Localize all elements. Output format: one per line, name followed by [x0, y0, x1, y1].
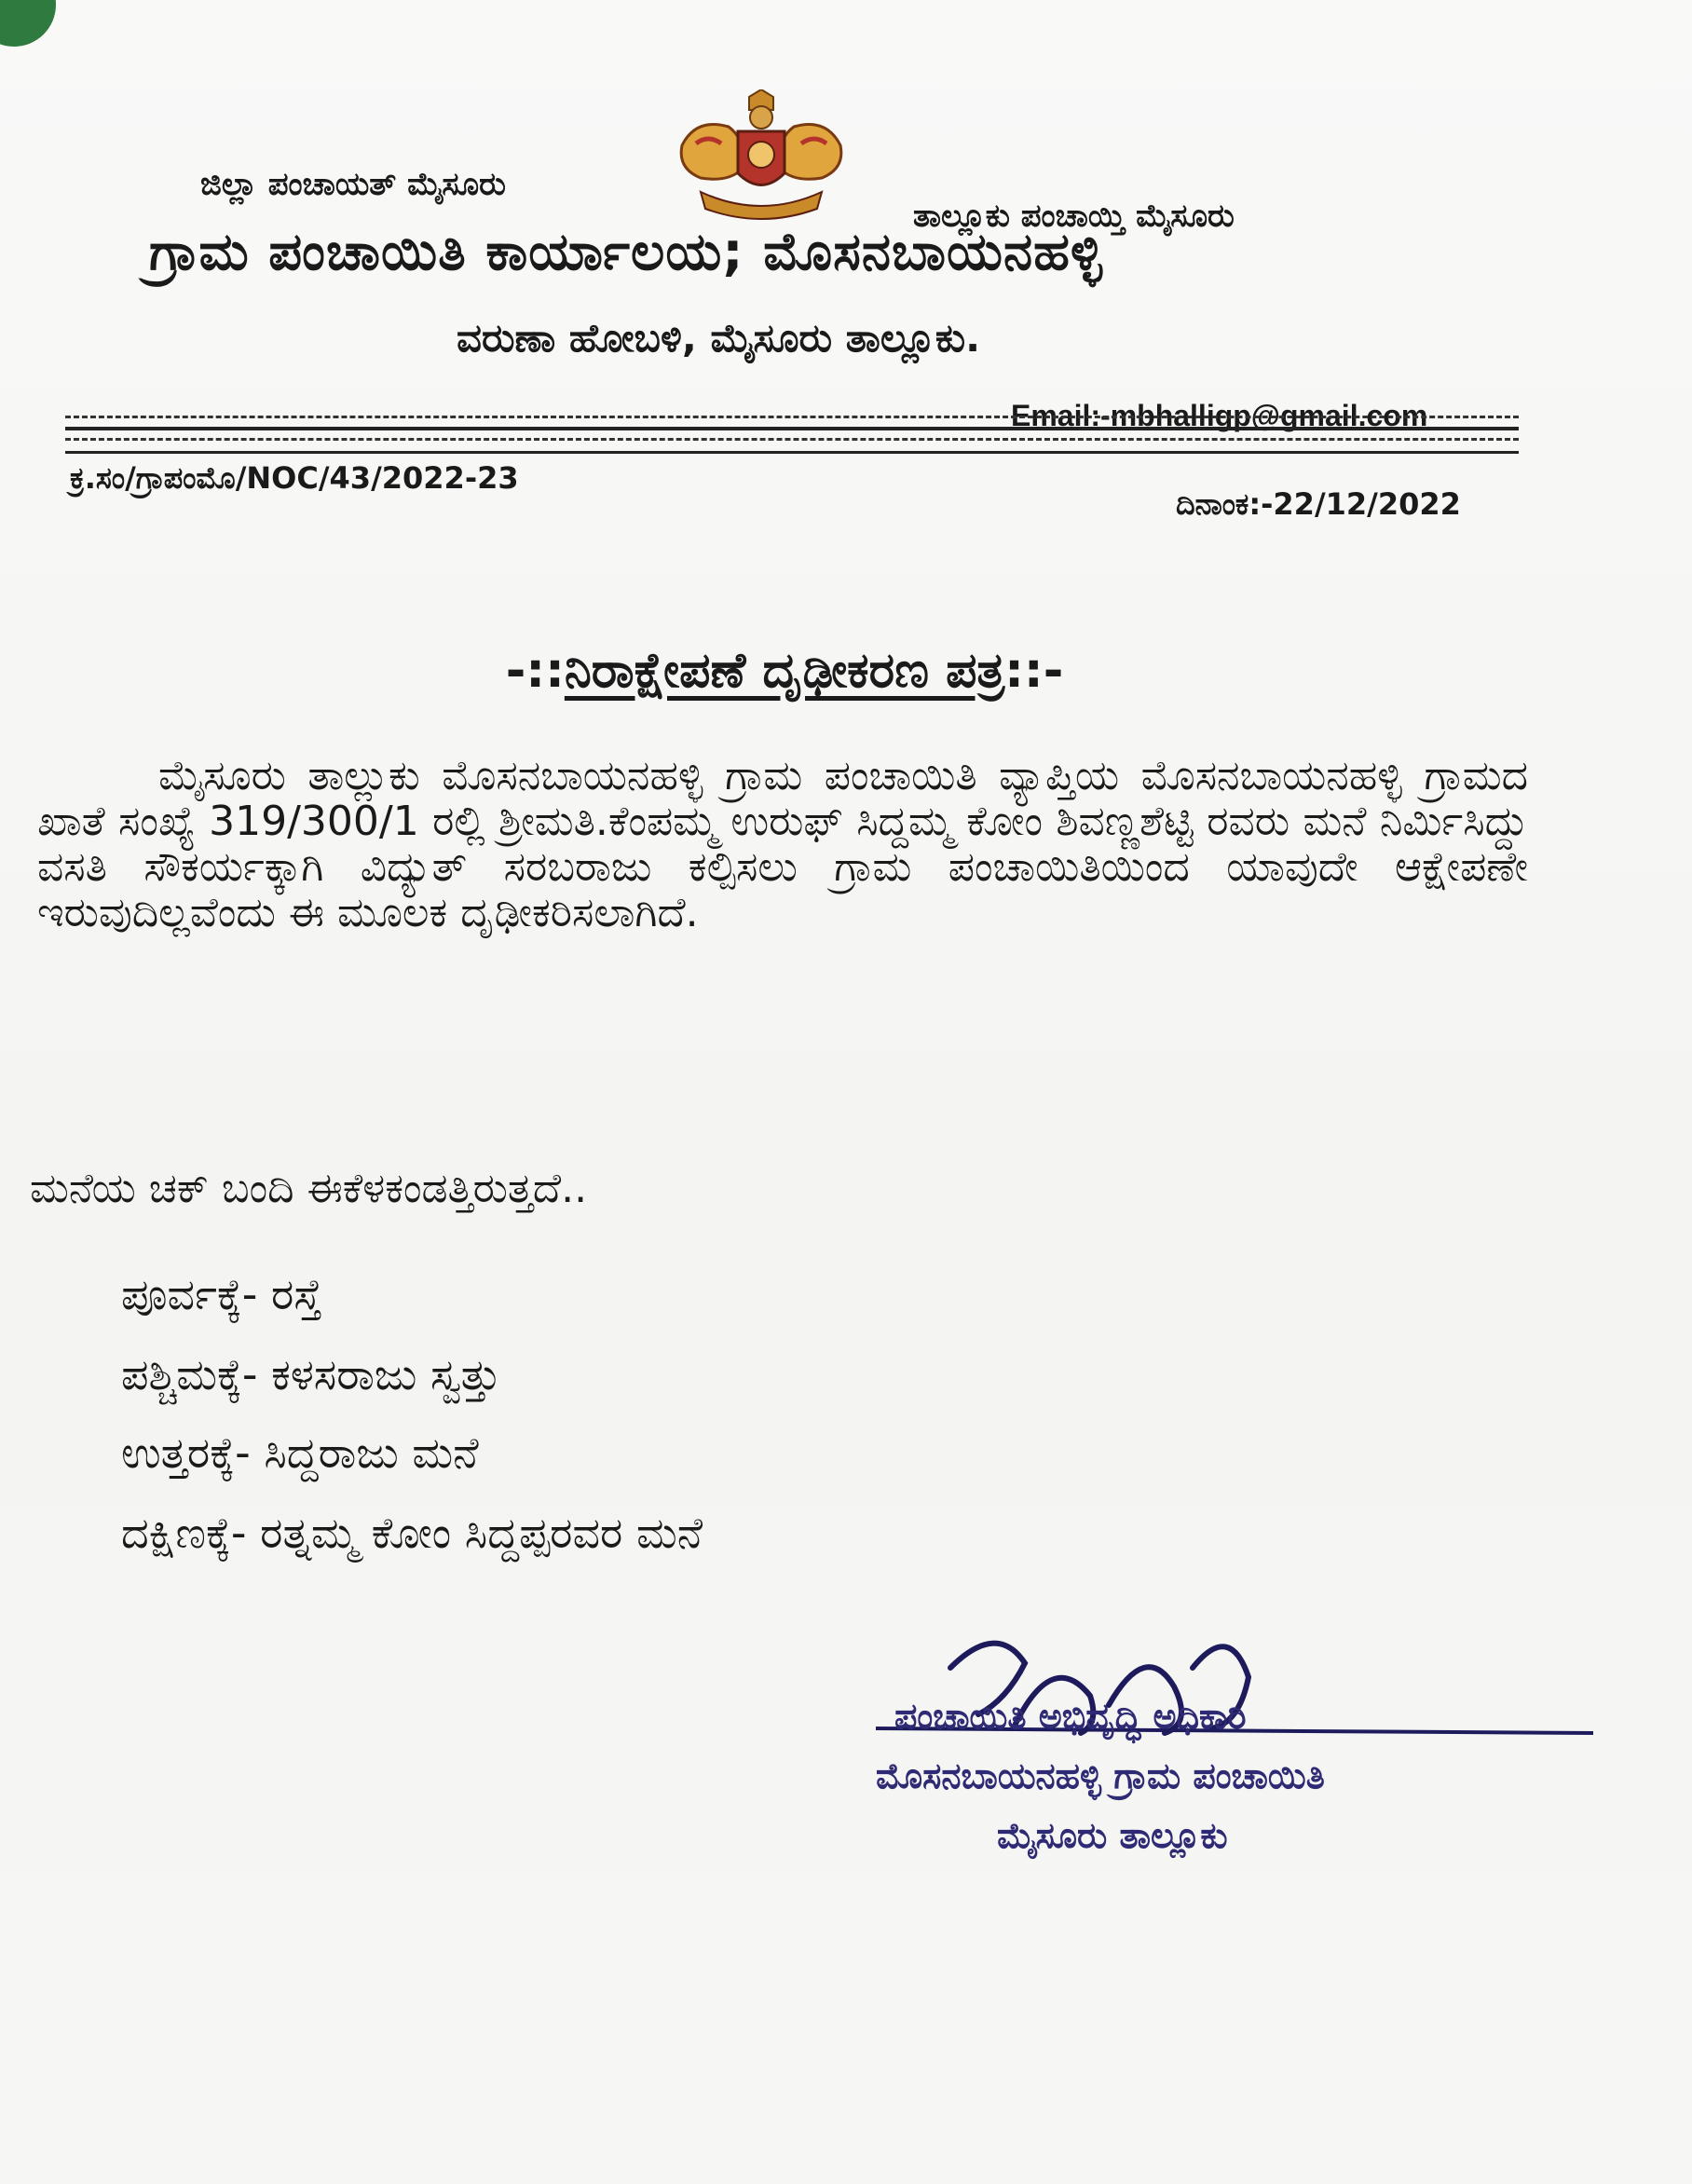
boundary-west: ಪಶ್ಚಿಮಕ್ಕೆ- ಕಳಸರಾಜು ಸ್ವತ್ತು [121, 1349, 501, 1399]
title-prefix: -:: [505, 643, 565, 699]
boundary-south: ದಕ್ಷಿಣಕ್ಕೆ- ರತ್ನಮ್ಮ ಕೋಂ ಸಿದ್ದಪ್ಪರವರ ಮನೆ [121, 1508, 703, 1558]
document-date: ದಿನಾಂಕ:-22/12/2022 [1176, 486, 1461, 522]
corner-mark [0, 0, 56, 47]
boundary-north: ಉತ್ತರಕ್ಕೆ- ಸಿದ್ದರಾಜು ಮನೆ [121, 1427, 479, 1478]
taluk-panchayat-label: ತಾಲ್ಲೂಕು ಪಂಚಾಯ್ತಿ ಮೈಸೂರು [913, 198, 1235, 235]
header-divider [65, 416, 1519, 418]
office-title: ಗ್ರಾಮ ಪಂಚಾಯಿತಿ ಕಾರ್ಯಾಲಯ; ಮೊಸನಬಾಯನಹಳ್ಳಿ [149, 222, 1103, 282]
header-divider [65, 427, 1519, 430]
title-suffix: ::- [1004, 643, 1064, 699]
boundary-east: ಪೂರ್ವಕ್ಕೆ- ರಸ್ತೆ [121, 1269, 322, 1319]
title-text: ನಿರಾಕ್ಷೇಪಣೆ ದೃಢೀಕರಣ ಪತ್ರ [564, 643, 1005, 699]
state-emblem-icon [663, 89, 859, 220]
signatory-designation: ಪಂಚಾಯಿತಿ ಅಭಿವೃದ್ಧಿ ಅಧಿಕಾರಿ [894, 1696, 1247, 1737]
signatory-office: ಮೊಸನಬಾಯನಹಳ್ಳಿ ಗ್ರಾಮ ಪಂಚಾಯಿತಿ [876, 1755, 1325, 1796]
reference-number: ಕ್ರ.ಸಂ/ಗ್ರಾಪಂಮೊ/NOC/43/2022-23 [70, 460, 519, 496]
document-title [384, 643, 1185, 700]
signatory-taluk: ಮೈಸೂರು ತಾಲ್ಲೂಕು [997, 1815, 1228, 1856]
header-divider [65, 438, 1519, 441]
header-divider [65, 451, 1519, 454]
office-email: Email:-mbhalligp@gmail.com [1011, 399, 1428, 432]
hobli-taluk-line: ವರುಣಾ ಹೋಬಳಿ, ಮೈಸೂರು ತಾಲ್ಲೂಕು. [457, 315, 981, 361]
district-panchayat-label: ಜಿಲ್ಲಾ ಪಂಚಾಯತ್ ಮೈಸೂರು [200, 166, 506, 203]
certificate-body: ಮೈಸೂರು ತಾಲ್ಲುಕು ಮೊಸನಬಾಯನಹಳ್ಳಿ ಗ್ರಾಮ ಪಂಚಾಯಿತಿ ವ್ಯಾಪ್ತಿಯ ಮೊಸನಬಾಯನಹಳ್ಳಿ ಗ್ರಾಮದ ಖಾತೆ ಸಂಖ್ಯೆ 319/300/1 ರಲ್ಲಿ ಶ್ರೀಮತಿ.ಕೆಂಪಮ್ಮ ಉರುಫ್ ಸಿದ್ದಮ್ಮ ಕೋಂ ಶಿವಣ್ಣಶೆಟ್ಟಿ ರವರು ಮನೆ ನಿರ್ಮಿಸಿದ್ದು ವಸತಿ ಸೌಕರ್ಯಕ್ಕಾಗಿ ವಿದ್ಯುತ್ ಸರಬರಾಜು ಕಲ್ಪಿಸಲು ಗ್ರಾಮ ಪಂಚಾಯಿತಿಯಿಂದ ಯಾವುದೇ ಆಕ್ಷೇಪಣೇ ಇರುವುದಿಲ್ಲವೆಂದು ಈ ಮೂಲಕ ದೃಢೀಕರಿಸಲಾಗಿದೆ. [37, 752, 1528, 936]
chakbandi-intro: ಮನೆಯ ಚಕ್ ಬಂದಿ ಈಕೆಳಕಂಡತ್ತಿರುತ್ತದೆ.. [30, 1165, 588, 1212]
